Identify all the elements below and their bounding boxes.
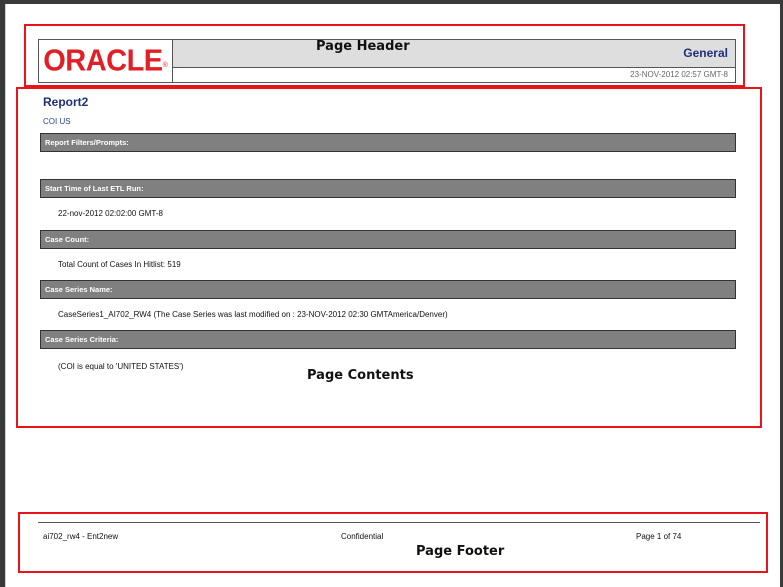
section-header: Report Filters/Prompts: (40, 133, 736, 152)
section-value: Total Count of Cases In Hitlist: 519 (58, 260, 181, 269)
footer-page-number: Page 1 of 74 (636, 532, 682, 541)
logo-text: ORACLE (43, 43, 163, 78)
registered-mark-icon: ® (162, 61, 168, 69)
footer-report-id: ai702_rw4 - Ent2new (43, 532, 119, 541)
section-value: 22-nov-2012 02:02:00 GMT-8 (58, 209, 163, 218)
section-value: (COI is equal to 'UNITED STATES') (58, 362, 184, 371)
header-title: General (683, 46, 728, 60)
section-header: Case Series Criteria: (40, 330, 736, 349)
section-header: Case Count: (40, 230, 736, 249)
report-subtitle: COI US (43, 117, 71, 126)
page-contents-label: Page Contents (307, 368, 414, 383)
section-header: Start Time of Last ETL Run: (40, 179, 736, 198)
oracle-logo (39, 40, 173, 82)
report-title: Report2 (43, 95, 89, 109)
page-header-label: Page Header (316, 39, 410, 54)
page-footer-label: Page Footer (416, 544, 505, 559)
header-title-cell (173, 40, 735, 68)
header-timestamp: 23-NOV-2012 02:57 GMT-8 (630, 70, 728, 79)
section-header: Case Series Name: (40, 280, 736, 299)
footer-confidential: Confidential (341, 532, 384, 541)
footer-divider (38, 522, 760, 523)
section-value: CaseSeries1_AI702_RW4 (The Case Series was last modified on : 23-NOV-2012 02:30 GMTAmerica/Denver) (58, 310, 448, 319)
